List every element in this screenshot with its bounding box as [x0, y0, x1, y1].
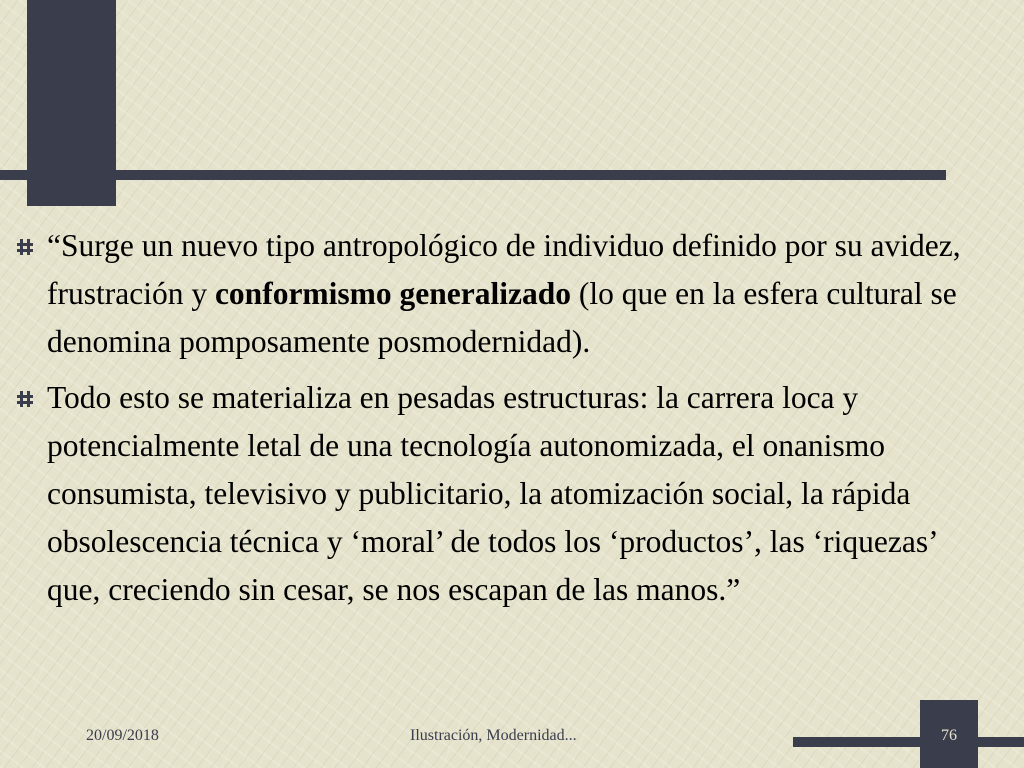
hash-bullet-icon [16, 237, 34, 257]
bullet-item [16, 374, 976, 614]
bullet-text-bold: conformismo generalizado [214, 276, 572, 311]
bullet-item [16, 222, 976, 366]
title-divider-bar [0, 170, 946, 180]
bullet-text: Todo esto se materializa en pesadas estructuras: la carrera loca y potencialmente letal de una tecnología autonomizada, el onanismo consumista, televisivo y publicitario, la atomización social, la rápida obsolescencia técnica y ‘moral’ de todos los ‘productos’, las ‘riquezas’ que, creciendo sin cesar, se nos escapan de las manos.” [47, 380, 937, 607]
page-number: 76 [941, 727, 957, 744]
slide-body [16, 222, 976, 622]
footer-date: 20/09/2018 [86, 727, 159, 744]
bullet-text: (lo que en la esfera cultural se denomina pomposamente posmodernidad). [47, 276, 957, 359]
hash-bullet-icon [16, 389, 34, 409]
footer-title: Ilustración, Modernidad... [410, 727, 577, 744]
footer-bar [793, 737, 1024, 747]
bullet-text: “Surge un nuevo tipo antropológico de individuo definido por su avidez, frustración y [47, 228, 961, 311]
